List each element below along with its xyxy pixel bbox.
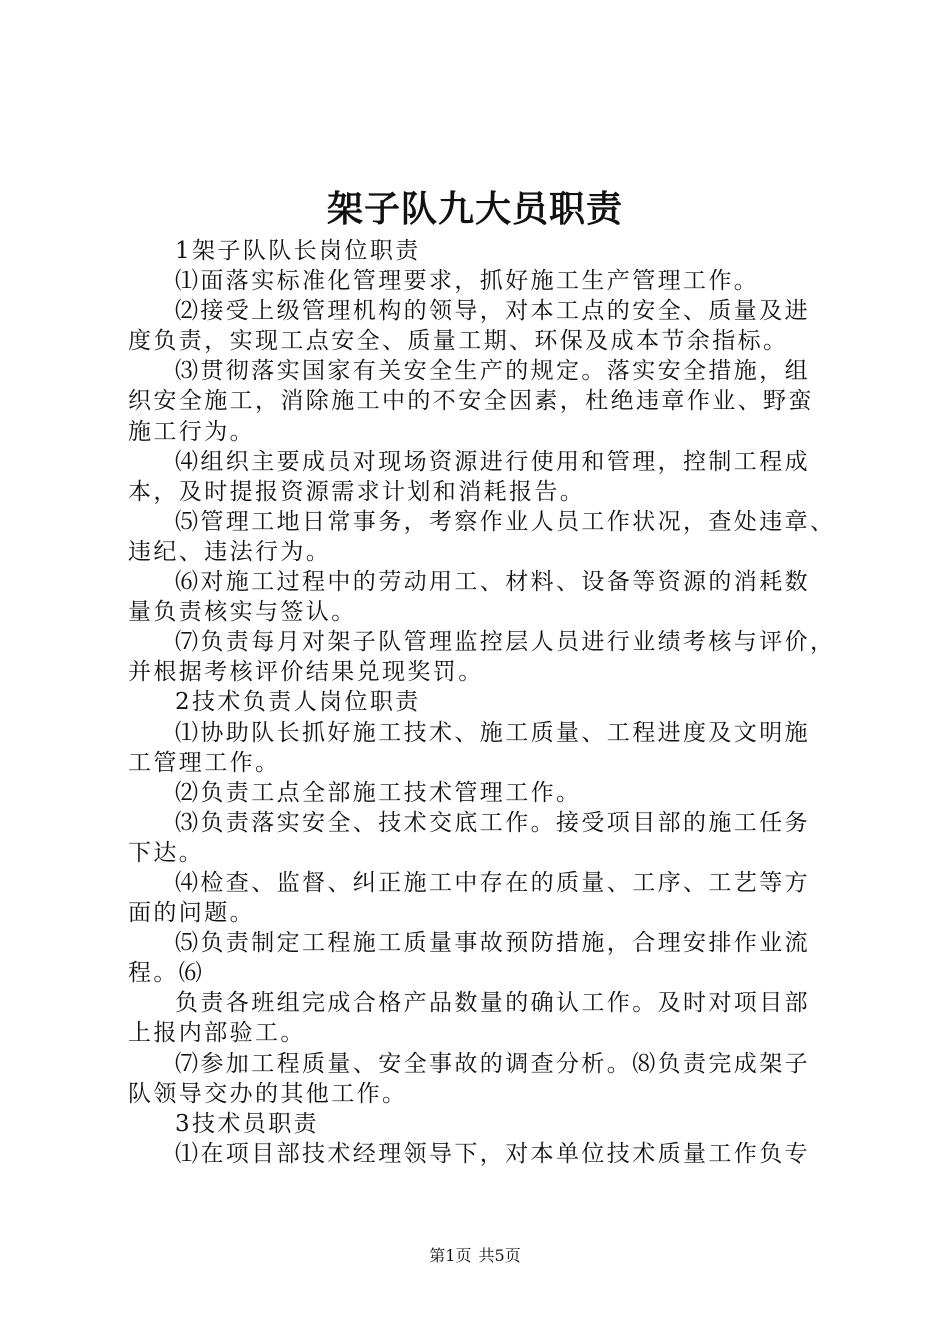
- text-line: 并根据考核评价结果兑现奖罚。: [128, 659, 484, 686]
- text-line: ⑷检查、监督、纠正施工中存在的质量、工序、工艺等方: [175, 869, 810, 896]
- text-line: ⑶贯彻落实国家有关安全生产的规定。落实安全措施，组: [175, 358, 810, 385]
- page-number: 第1页: [429, 1246, 472, 1265]
- text-line: ⑴在项目部技术经理领导下，对本单位技术质量工作负专: [175, 1140, 810, 1167]
- text-line: ⑴面落实标准化管理要求，抓好施工生产管理工作。: [175, 268, 760, 295]
- text-line: 织安全施工，消除施工中的不安全因素，杜绝违章作业、野蛮: [128, 388, 814, 415]
- document-body: [128, 236, 834, 1169]
- text-line: ⑺参加工程质量、安全事故的调查分析。⑻负责完成架子: [175, 1050, 810, 1077]
- text-line: 违纪、违法行为。: [128, 538, 332, 565]
- text-line: ⑸负责制定工程施工质量事故预防措施，合理安排作业流: [175, 930, 810, 957]
- text-line: 度负责，实现工点安全、质量工期、环保及成本节余指标。: [128, 328, 789, 355]
- text-line: ⑵接受上级管理机构的领导，对本工点的安全、质量及进: [175, 298, 810, 325]
- page-total: 共5页: [478, 1246, 521, 1265]
- text-line: ⑶负责落实安全、技术交底工作。接受项目部的施工任务: [175, 809, 810, 836]
- text-line: ⑹对施工过程中的劳动用工、材料、设备等资源的消耗数: [175, 569, 810, 596]
- text-line: 队领导交办的其他工作。: [128, 1080, 408, 1107]
- text-line: ⑷组织主要成员对现场资源进行使用和管理，控制工程成: [175, 448, 810, 475]
- page-footer: [0, 1244, 950, 1268]
- text-line: ⑸管理工地日常事务，考察作业人员工作状况，查处违章、: [175, 508, 836, 535]
- text-line: 量负责核实与签认。: [128, 599, 357, 626]
- text-line: 程。⑹: [128, 960, 205, 987]
- text-line: 负责各班组完成合格产品数量的确认工作。及时对项目部: [175, 990, 810, 1017]
- text-line: 本，及时提报资源需求计划和消耗报告。: [128, 478, 586, 505]
- document-title: 架子队九大员职责: [326, 188, 623, 230]
- text-line: 下达。: [128, 839, 205, 866]
- text-line: 3技术员职责: [175, 1110, 320, 1137]
- text-line: 施工行为。: [128, 418, 255, 445]
- text-line: ⑺负责每月对架子队管理监控层人员进行业绩考核与评价，: [175, 629, 836, 656]
- text-line: 上报内部验工。: [128, 1020, 306, 1047]
- text-line: ⑵负责工点全部施工技术管理工作。: [175, 779, 582, 806]
- text-line: 2技术负责人岗位职责: [175, 689, 421, 716]
- text-line: 1架子队队长岗位职责: [175, 238, 421, 264]
- text-line: 工管理工作。: [128, 749, 281, 776]
- text-line: 面的问题。: [128, 900, 255, 927]
- text-line: ⑴协助队长抓好施工技术、施工质量、工程进度及文明施: [175, 719, 810, 746]
